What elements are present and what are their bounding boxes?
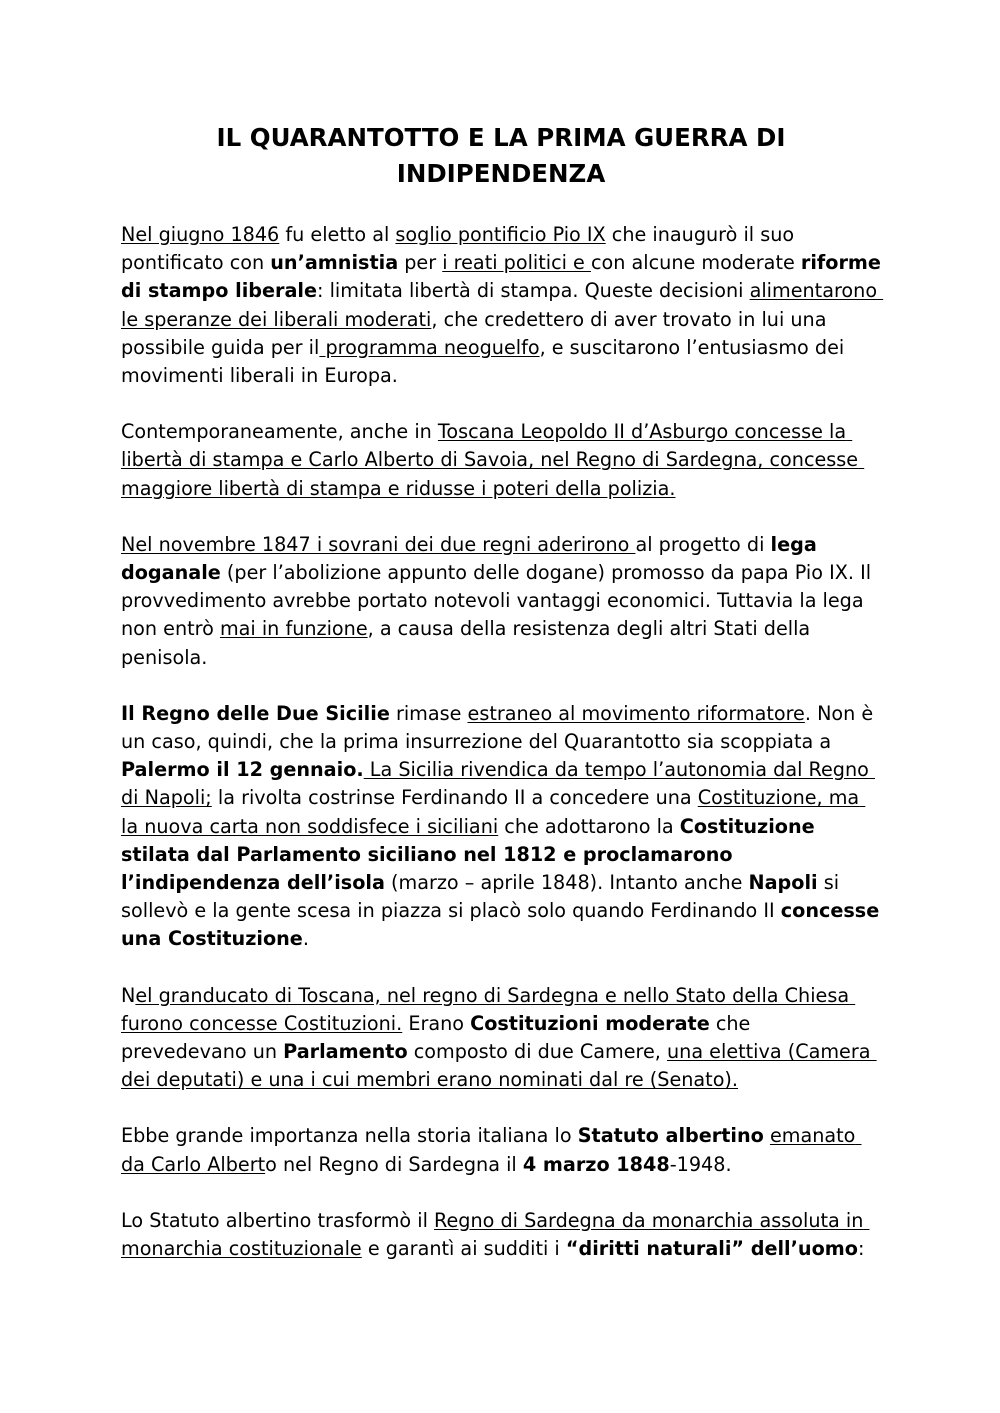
text-run: composto di due Camere,: [407, 1040, 667, 1064]
text-run: o nel Regno di Sardegna il: [265, 1152, 523, 1176]
paragraph-6: [121, 1122, 881, 1178]
bold-text: Parlamento: [283, 1040, 408, 1064]
underlined-text: estraneo al movimento riformatore: [467, 701, 805, 725]
bold-text: Il Regno delle Due Sicilie: [121, 701, 390, 725]
bold-text: Statuto albertino: [577, 1124, 764, 1148]
underlined-text: Costituzione, ma la nuova carta non soddisfece i siciliani: [121, 786, 866, 838]
bold-text: Palermo il 12 gennaio.: [121, 758, 364, 782]
text-run: Erano: [402, 1011, 471, 1035]
text-run: .: [302, 927, 309, 951]
text-run: Lo Statuto albertino trasformò il: [121, 1208, 435, 1232]
bold-text: lega doganale: [121, 532, 824, 585]
bold-text: Costituzione stilata dal Parlamento siciliano nel 1812 e proclamarono l’indipendenza dell’isola: [121, 814, 822, 895]
text-run: al progetto di: [635, 532, 771, 556]
bold-text: Costituzioni moderate: [470, 1011, 710, 1035]
paragraph-4: [121, 700, 886, 954]
text-run: che prevedevano un: [121, 1011, 757, 1064]
text-run: con alcune moderate: [590, 251, 801, 275]
text-run: che adottarono la: [498, 814, 680, 838]
paragraph-5: [121, 982, 881, 1095]
document-page: [121, 120, 888, 1291]
paragraph-2: [121, 418, 881, 503]
bold-text: concesse una Costituzione: [121, 899, 886, 951]
text-run: -1948.: [669, 1152, 732, 1176]
underlined-text: soglio pontificio Pio IX: [395, 223, 606, 246]
paragraph-3: [121, 531, 881, 672]
text-run: , a causa della resistenza degli altri Stati della penisola.: [121, 617, 817, 669]
underlined-text: el granducato di Toscana, nel regno di Sardegna e nello Stato della Chiesa furono concesse Costituzioni.: [121, 983, 856, 1035]
text-run: :: [857, 1237, 865, 1261]
underlined-text: una elettiva (Camera dei deputati) e una i cui membri erano nominati dal re (Senato).: [121, 1040, 877, 1092]
bold-text: 4 marzo 1848: [522, 1152, 670, 1176]
text-run: (marzo – aprile 1848). Intanto anche: [384, 871, 749, 895]
bold-text: riforme di stampo liberale: [121, 251, 888, 303]
text-run: . Non è un caso, quindi, che la prima insurrezione del Quarantotto sia scoppiata a: [121, 701, 880, 754]
text-run: : limitata libertà di stampa. Queste decisioni: [317, 279, 750, 303]
document-body: [121, 221, 888, 1263]
text-run: (per l’abolizione appunto delle dogane) promosso da papa Pio IX. Il provvedimento avrebbe portato notevoli vantaggi economici. Tuttavia la lega non entrò: [121, 561, 878, 641]
text-run: per: [398, 251, 443, 275]
text-run: N: [121, 983, 136, 1007]
paragraph-1: [121, 221, 888, 390]
text-run: che inaugurò il suo pontificato con: [121, 223, 801, 275]
text-run: , e suscitarono l’entusiasmo dei movimenti liberali in Europa.: [121, 335, 851, 388]
text-run: rimase: [389, 701, 468, 725]
underlined-text: mai in funzione: [219, 617, 368, 641]
underlined-text: La Sicilia rivendica da tempo l’autonomia dal Regno di Napoli;: [121, 758, 875, 810]
bold-text: Napoli: [748, 871, 818, 895]
text-run: e garantì ai sudditi i: [361, 1237, 566, 1261]
underlined-text: Nel novembre 1847 i sovrani dei due regni aderirono: [121, 532, 636, 556]
text-run: Ebbe grande importanza nella storia italiana lo: [121, 1124, 578, 1148]
text-run: si sollevò e la gente scesa in piazza si placò solo quando Ferdinando II: [121, 871, 846, 923]
underlined-text: programma neoguelfo: [319, 335, 540, 359]
underlined-text: Toscana Leopoldo II d’Asburgo concesse la libertà di stampa e Carlo Alberto di Savoia, nel Regno di Sardegna, concesse maggiore libertà di stampa e ridusse i poteri della polizia.: [121, 420, 865, 500]
text-run: la rivolta costrinse Ferdinando II a concedere una: [211, 786, 698, 810]
underlined-text: Nel giugno 1846: [121, 223, 280, 246]
text-run: fu eletto al: [279, 223, 396, 246]
underlined-text: Regno di Sardegna da monarchia assoluta in monarchia costituzionale: [121, 1208, 870, 1261]
text-run: Contemporaneamente, anche in: [121, 420, 438, 444]
text-run: , che credettero di aver trovato in lui una possibile guida per il: [121, 307, 833, 359]
document-title: IL QUARANTOTTO E LA PRIMA GUERRA DI INDIPENDENZA: [216, 123, 786, 188]
paragraph-7: [121, 1207, 881, 1263]
underlined-text: emanato da Carlo Albert: [121, 1124, 862, 1176]
underlined-text: alimentarono le speranze dei liberali moderati: [121, 279, 884, 331]
bold-text: “diritti naturali” dell’uomo: [565, 1237, 858, 1261]
underlined-text: i reati politici e: [442, 251, 591, 275]
bold-text: un’amnistia: [270, 251, 399, 275]
